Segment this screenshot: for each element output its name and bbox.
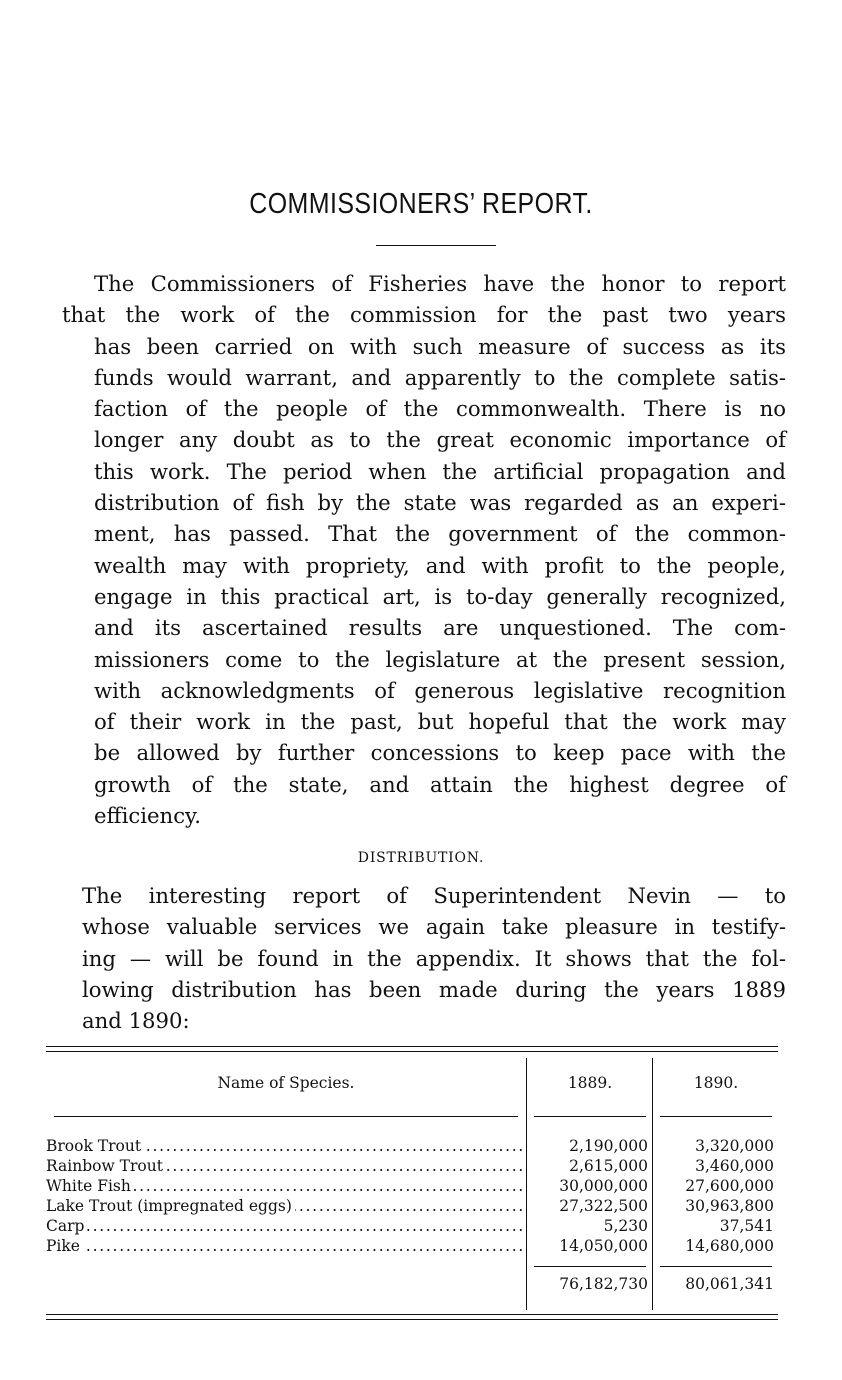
distribution-line: The interesting report of Superintendent Nevin — to (82, 883, 786, 908)
value-1890: 3,460,000 (695, 1157, 774, 1175)
distribution-table (46, 1044, 780, 1324)
header-rule (54, 1116, 518, 1117)
intro-line: growth of the state, and attain the highest degree of (94, 771, 786, 797)
intro-paragraph (62, 268, 786, 831)
header-1889: 1889. (567, 1074, 613, 1092)
value-1889: 5,230 (603, 1217, 648, 1235)
intro-line: wealth may with propriety, and with profit to the people, (94, 552, 786, 578)
intro-line: longer any doubt as to the great economic importance of (94, 427, 786, 453)
table-row (46, 1196, 780, 1216)
total-1889: 76,182,730 (559, 1275, 648, 1293)
totals-rule (534, 1266, 646, 1267)
species-name: Pike . . . (46, 1236, 522, 1256)
value-1889: 2,615,000 (569, 1157, 648, 1175)
species-name: White Fish . . . (46, 1176, 522, 1196)
table-bottom-rule (46, 1314, 778, 1315)
value-1889: 14,050,000 (559, 1237, 648, 1255)
intro-line: of their work in the past, but hopeful that the work may (94, 709, 786, 735)
table-top-rule (46, 1051, 778, 1052)
distribution-paragraph (62, 880, 786, 1036)
table-row (46, 1176, 780, 1196)
value-1890: 3,320,000 (695, 1137, 774, 1155)
distribution-line: lowing distribution has been made during the years 1889 (82, 976, 786, 1002)
title-rule (376, 245, 496, 246)
value-1890: 27,600,000 (685, 1177, 774, 1195)
table-row (46, 1216, 780, 1236)
table-bottom-rule (46, 1319, 778, 1320)
header-species: Name of Species. (217, 1074, 355, 1092)
intro-line: engage in this practical art, is to-day generally recognized, (94, 583, 786, 609)
section-heading: DISTRIBUTION. (357, 850, 485, 866)
value-1889: 30,000,000 (559, 1177, 648, 1195)
species-name: Lake Trout (impregnated eggs) . . . (46, 1196, 522, 1216)
value-1890: 37,541 (719, 1217, 774, 1235)
totals-row (46, 1274, 780, 1294)
table-row (46, 1156, 780, 1176)
table-top-rule (46, 1046, 778, 1047)
table-row (46, 1136, 780, 1156)
species-name: Brook Trout . . . (46, 1136, 522, 1156)
distribution-line: and 1890: (82, 1008, 190, 1034)
intro-line: ment, has passed. That the government of the common- (94, 521, 786, 547)
distribution-line: ing — will be found in the appendix. It shows that the fol- (82, 945, 786, 971)
intro-line: missioners come to the legislature at the present session, (94, 646, 786, 672)
intro-line: with acknowledgments of generous legislative recognition (94, 677, 786, 703)
value-1889: 27,322,500 (559, 1197, 648, 1215)
intro-line: The Commissioners of Fisheries have the honor to report (94, 271, 786, 296)
intro-line: that the work of the commission for the past two years (62, 302, 786, 328)
species-name: Carp . . . (46, 1216, 522, 1236)
intro-line: and its ascertained results are unquestioned. The com- (94, 615, 786, 641)
value-1890: 14,680,000 (685, 1237, 774, 1255)
header-rule (660, 1116, 772, 1117)
intro-line: funds would warrant, and apparently to the complete satis- (94, 364, 786, 390)
intro-line: faction of the people of the commonwealth. There is no (94, 396, 786, 422)
page-title: COMMISSIONERS’ REPORT. (249, 188, 593, 220)
totals-rule (660, 1266, 772, 1267)
header-rule (534, 1116, 646, 1117)
intro-line: efficiency. (94, 803, 201, 829)
intro-line: this work. The period when the artificial propagation and (94, 458, 786, 484)
value-1890: 30,963,800 (685, 1197, 774, 1215)
distribution-line: whose valuable services we again take pleasure in testify- (82, 914, 786, 940)
intro-line: has been carried on with such measure of success as its (94, 333, 786, 359)
header-1890: 1890. (693, 1074, 739, 1092)
total-1890: 80,061,341 (685, 1275, 774, 1293)
intro-line: be allowed by further concessions to keep pace with the (94, 740, 786, 766)
intro-line: distribution of fish by the state was regarded as an experi- (94, 490, 786, 516)
table-row (46, 1236, 780, 1256)
value-1889: 2,190,000 (569, 1137, 648, 1155)
species-name: Rainbow Trout . . . (46, 1156, 522, 1176)
